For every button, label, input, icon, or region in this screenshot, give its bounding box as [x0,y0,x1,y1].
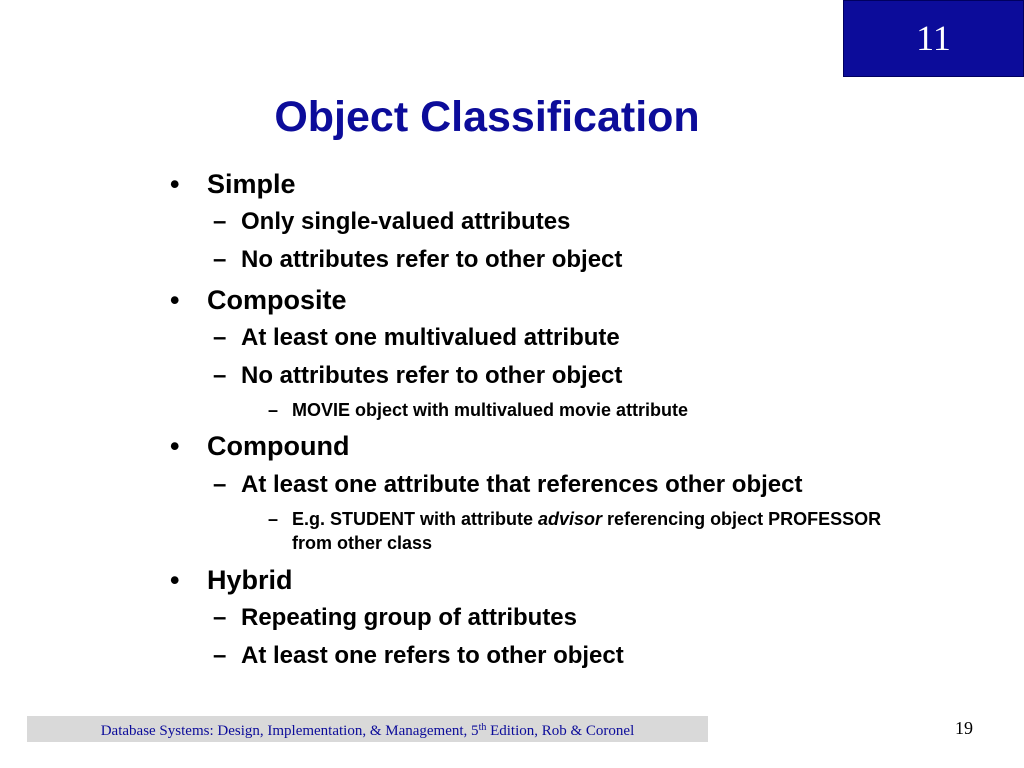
sub-sub-bullet-text [292,507,892,555]
emphasis-advisor: advisor [538,509,603,529]
sub-bullet-text: No attributes refer to other object [241,362,623,389]
bullet-label: Simple [207,169,296,199]
sub-bullet-text: Repeating group of attributes [241,604,577,631]
sub-bullet-text: At least one attribute that references other object [241,471,803,498]
dash-icon: – [213,208,227,235]
dash-icon: – [213,642,227,669]
dash-icon: – [213,362,227,389]
page-number: 19 [955,718,973,738]
footer-text-prefix: Database Systems: Design, Implementation, & Management, 5 [100,723,479,739]
bullet-icon: • [170,285,180,315]
sub-bullet-text: Only single-valued attributes [241,208,571,235]
dash-icon: – [268,400,279,420]
footer-citation [27,722,708,740]
chapter-number: 11 [916,18,951,58]
sub-bullet-text: No attributes refer to other object [241,246,623,273]
dash-icon: – [213,604,227,631]
dash-icon: – [213,324,227,351]
dash-icon: – [268,509,279,529]
footer-bar [27,716,708,742]
sub-bullet-text: At least one multivalued attribute [241,324,620,351]
slide-title: Object Classification [274,93,700,141]
chapter-badge [843,0,1024,77]
bullet-icon: • [170,169,180,199]
bullet-icon: • [170,565,180,595]
sub-bullet-text: At least one refers to other object [241,642,624,669]
bullet-label: Composite [207,285,347,315]
bullet-icon: • [170,431,180,461]
footer-text-suffix: Edition, Rob & Coronel [486,723,635,739]
example-prefix: E.g. STUDENT with attribute [292,509,538,529]
dash-icon: – [213,246,227,273]
example-suffix: referencing object PROFESSOR from other class [292,509,882,553]
sub-sub-bullet-text: MOVIE object with multivalued movie attribute [292,400,689,420]
dash-icon: – [213,471,227,498]
bullet-label: Compound [207,431,350,461]
bullet-label: Hybrid [207,565,293,595]
footer-superscript: th [478,722,487,733]
